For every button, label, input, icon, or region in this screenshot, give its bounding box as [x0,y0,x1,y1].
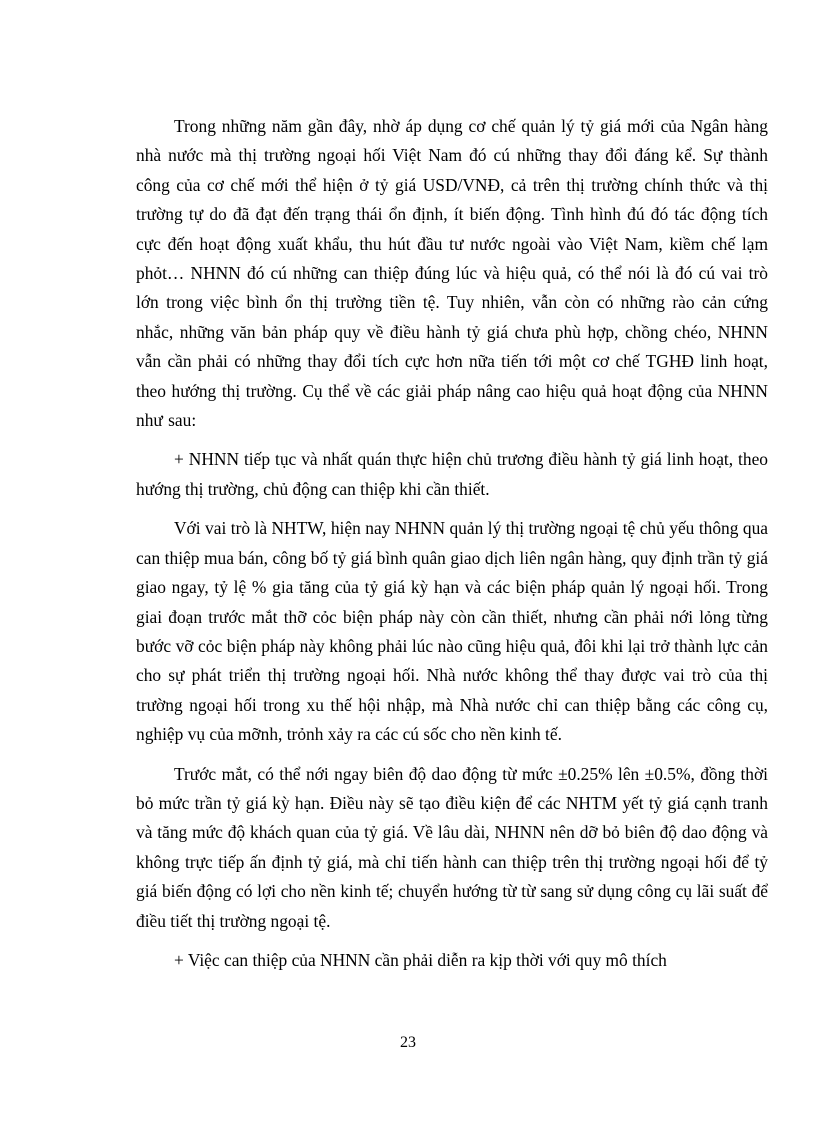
body-text [136,112,768,985]
paragraph-band-widening: Trước mắt, có thể nới ngay biên độ dao động từ mức ±0.25% lên ±0.5%, đồng thời bỏ mức trần tỷ giá kỳ hạn. Điều này sẽ tạo điều kiện để các NHTM yết tỷ giá cạnh tranh và tăng mức độ khách quan của tỷ giá. Về lâu dài, NHNN nên dỡ bỏ biên độ dao động và không trực tiếp ấn định tỷ giá, mà chỉ tiến hành can thiệp trên thị trường ngoại hối để tỷ giá biến động có lợi cho nền kinh tế; chuyển hướng từ từ sang sử dụng công cụ lãi suất để điều tiết thị trường ngoại tệ. [136,763,768,931]
paragraph-flexible-rate-policy: + NHNN tiếp tục và nhất quán thực hiện chủ trương điều hành tỷ giá linh hoạt, theo hướng thị trường, chủ động can thiệp khi cần thiết. [136,449,768,499]
paragraph-exchange-rate-mechanism: Trong những năm gần đây, nhờ áp dụng cơ chế quản lý tỷ giá mới của Ngân hàng nhà nước mà thị trường ngoại hối Việt Nam đó cú những thay đổi đáng kể. Sự thành công của cơ chế mới thể hiện ở tỷ giá USD/VNĐ, cả trên thị trường chính thức và thị trường tự do đã đạt đến trạng thái ổn định, ít biến động. Tình hình đú đó tác động tích cực đến hoạt động xuất khẩu, thu hút đầu tư nước ngoài vào Việt Nam, kiềm chế lạm phỏt… NHNN đó cú những can thiệp đúng lúc và hiệu quả, có thể nói là đó cú vai trò lớn trong việc bình ổn thị trường tiền tệ. Tuy nhiên, vẫn còn có những rào cản cứng nhắc, những văn bản pháp quy về điều hành tỷ giá chưa phù hợp, chồng chéo, NHNN vẫn cần phải có những thay đổi tích cực hơn nữa tiến tới một cơ chế TGHĐ linh hoạt, theo hướng thị trường. Cụ thể về các giải pháp nâng cao hiệu quả hoạt động của NHNN như sau: [136,116,768,431]
paragraph-central-bank-role: Với vai trò là NHTW, hiện nay NHNN quản lý thị trường ngoại tệ chủ yếu thông qua can thiệp mua bán, công bố tỷ giá bình quân giao dịch liên ngân hàng, quy định trần tỷ giá giao ngay, tỷ lệ % gia tăng của tỷ giá kỳ hạn và các biện pháp quản lý ngoại hối. Trong giai đoạn trước mắt thỡ cỏc biện pháp này còn cần thiết, nhưng cần phải nới lỏng từng bước vỡ cỏc biện pháp này không phải lúc nào cũng hiệu quả, đôi khi lại trở thành lực cản cho sự phát triển thị trường ngoại hối. Nhà nước không thể thay được vai trò của thị trường ngoại hối trong xu thế hội nhập, mà Nhà nước chỉ can thiệp bằng các công cụ, nghiệp vụ của mỡnh, trỏnh xảy ra các cú sốc cho nền kinh tế. [136,518,768,745]
paragraph-timely-intervention: + Việc can thiệp của NHNN cần phải diễn ra kịp thời với quy mô thích [174,949,667,970]
page-number: 23 [400,1034,416,1051]
